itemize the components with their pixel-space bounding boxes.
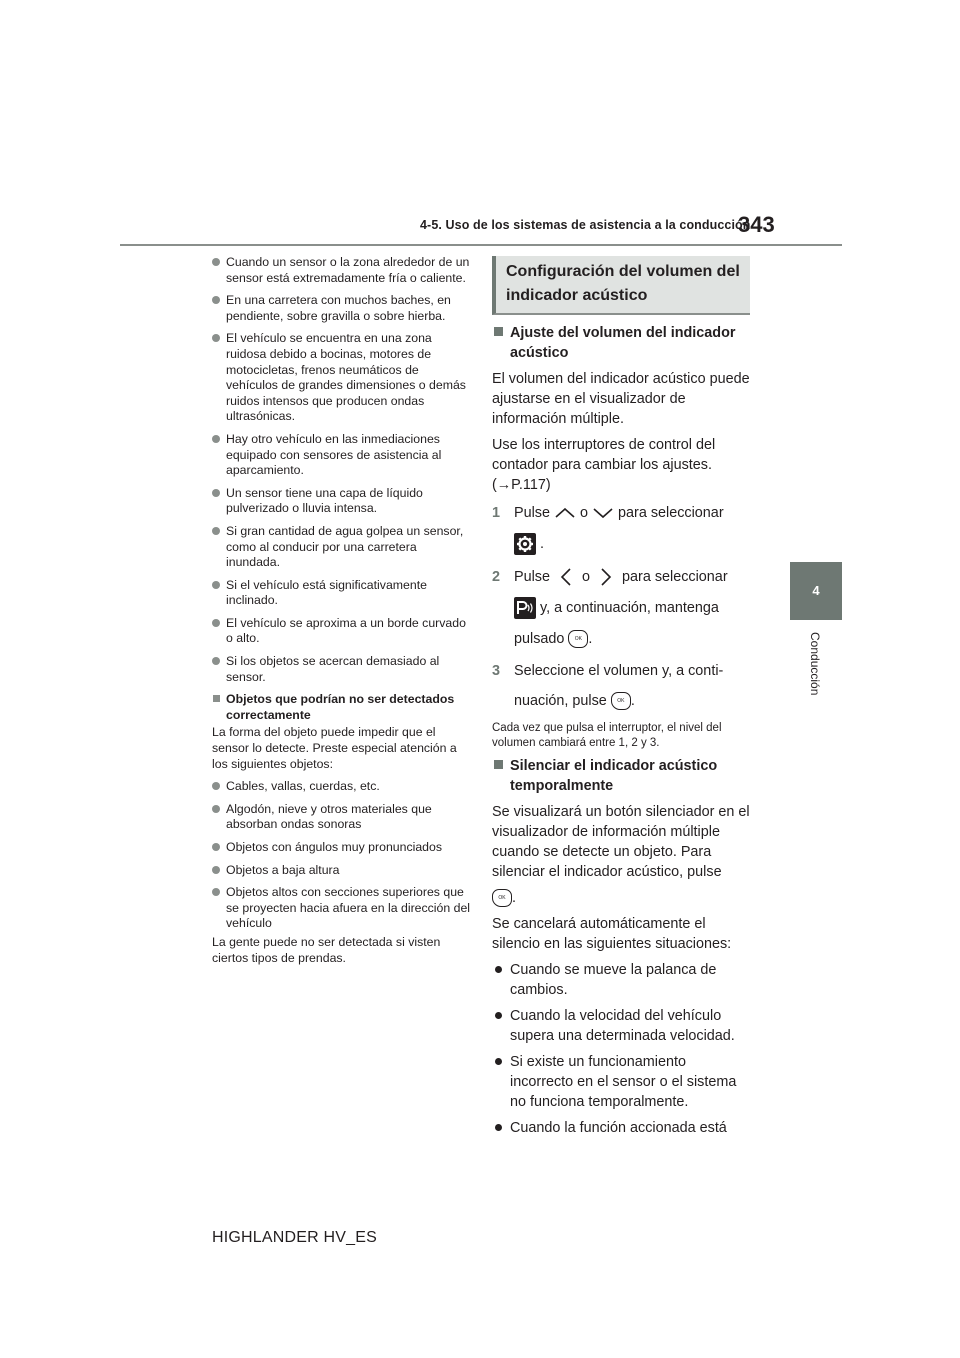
chevron-left-icon [558, 567, 574, 587]
list-item: Objetos a baja altura [212, 863, 474, 879]
step-text: y, a continuación, mantenga [540, 600, 719, 616]
list-item: Algodón, nieve y otros materiales que absorban ondas sonoras [212, 802, 474, 833]
step-number: 1 [492, 505, 501, 521]
paragraph: La forma del objeto puede impedir que el sensor lo detecte. Preste especial atención a los siguientes objetos: [212, 725, 457, 771]
step-text: . [540, 535, 544, 552]
chapter-label [790, 632, 842, 712]
list-item: Objetos altos con secciones superiores que se proyecten hacia afuera en la dirección del vehículo [212, 885, 474, 932]
parking-sensor-icon [514, 597, 536, 619]
step-text: pulsado [514, 631, 565, 648]
paragraph [492, 802, 750, 908]
step-number: 3 [492, 663, 501, 680]
paragraph [492, 435, 750, 495]
page-number: 343 [738, 212, 775, 237]
list-item: El vehículo se aproxima a un borde curvado o alto. [212, 616, 474, 647]
list-item: Un sensor tiene una capa de líquido pulverizado o lluvia intensa. [212, 486, 474, 517]
step-text: nuación, pulse [514, 693, 607, 710]
list-item: Si los objetos se acercan demasiado al sensor. [212, 654, 474, 685]
right-column [492, 256, 750, 1144]
chapter-label-text: Conducción [808, 632, 822, 696]
section-title: 4-5. Uso de los sistemas de asistencia a la conducción [420, 218, 751, 232]
paragraph: Se cancelará automáticamente el silencio en las siguientes situaciones: [492, 916, 732, 953]
subheading-undetected-objects: Objetos que podrían no ser detectados correctamente [212, 692, 474, 723]
paragraph-text: Se visualizará un botón silenciador en el visualizador de información múltiple cuando se detecte un objeto. Para silenciar el indicador acústico, pulse [492, 804, 750, 881]
list-item: Si existe un funcionamiento incorrecto en el sensor o el sistema no funciona temporalmente. [492, 1052, 750, 1112]
ok-button-icon: OK [492, 889, 512, 907]
ok-button-icon: OK [611, 692, 631, 710]
step-text: o [580, 505, 589, 521]
step-number: 2 [492, 569, 501, 585]
chapter-tab: 4 [790, 562, 842, 620]
step-text: para seleccionar [618, 505, 724, 521]
list-item: Cuando la velocidad del vehículo supera una determinada velocidad. [492, 1006, 750, 1046]
list-item: Si el vehículo está significativamente inclinado. [212, 578, 474, 609]
paragraph: La gente puede no ser detectada si visten ciertos tipos de prendas. [212, 934, 441, 965]
paragraph-text: Use los interruptores de control del contador para cambiar los ajustes. [492, 437, 716, 473]
list-item: En una carretera con muchos baches, en pendiente, sobre gravilla o sobre hierba. [212, 293, 474, 324]
footer-model: HIGHLANDER HV_ES [212, 1229, 378, 1246]
list-item: Cuando la función accionada está [492, 1118, 750, 1138]
step-text: . [630, 693, 635, 710]
paragraph: El volumen del indicador acústico puede ajustarse en el visualizador de información múltiple. [492, 371, 750, 427]
list-item: Cuando se mueve la palanca de cambios. [492, 960, 750, 1000]
list-item: Cables, vallas, cuerdas, etc. [212, 779, 474, 795]
chevron-up-icon [554, 507, 576, 519]
step-text: Pulse [514, 569, 550, 585]
step-text: Pulse [514, 505, 550, 521]
list-item: Si gran cantidad de agua golpea un sensor, como al conducir por una carretera inundada. [212, 524, 474, 571]
list-item: El vehículo se encuentra en una zona ruidosa debido a bocinas, motores de motocicletas, frenos neumáticos de vehículos de grandes dimensiones o demás ruidos intensos que producen ondas ultrasónicas. [212, 331, 474, 425]
ok-button-icon: OK [568, 630, 588, 648]
step-text: para seleccionar [622, 569, 728, 585]
subheading-mute: Silenciar el indicador acústico temporalmente [492, 756, 750, 796]
header-rule [120, 244, 842, 246]
left-column [212, 255, 474, 973]
list-item: Hay otro vehículo en las inmediaciones equipado con sensores de asistencia al aparcamiento. [212, 432, 474, 479]
list-item: Objetos con ángulos muy pronunciados [212, 840, 474, 856]
chevron-right-icon [598, 567, 614, 587]
step-text: . [588, 631, 593, 648]
section-heading-box: Configuración del volumen del indicador acústico [492, 256, 750, 315]
gear-icon [514, 533, 536, 555]
subheading-volume: Ajuste del volumen del indicador acústico [492, 323, 750, 363]
chevron-down-icon [592, 507, 614, 519]
note: Cada vez que pulsa el interruptor, el nivel del volumen cambiará entre 1, 2 y 3. [492, 722, 722, 749]
step-2 [492, 567, 750, 649]
step-text: o [582, 569, 591, 585]
step-1 [492, 503, 750, 555]
step-3 [492, 661, 750, 711]
paragraph-text: . [512, 890, 516, 907]
step-text: Seleccione el volumen y, a conti- [514, 663, 724, 680]
page-reference: (→P.117) [492, 477, 551, 493]
list-item: Cuando un sensor o la zona alrededor de un sensor está extremadamente fría o caliente. [212, 255, 474, 286]
